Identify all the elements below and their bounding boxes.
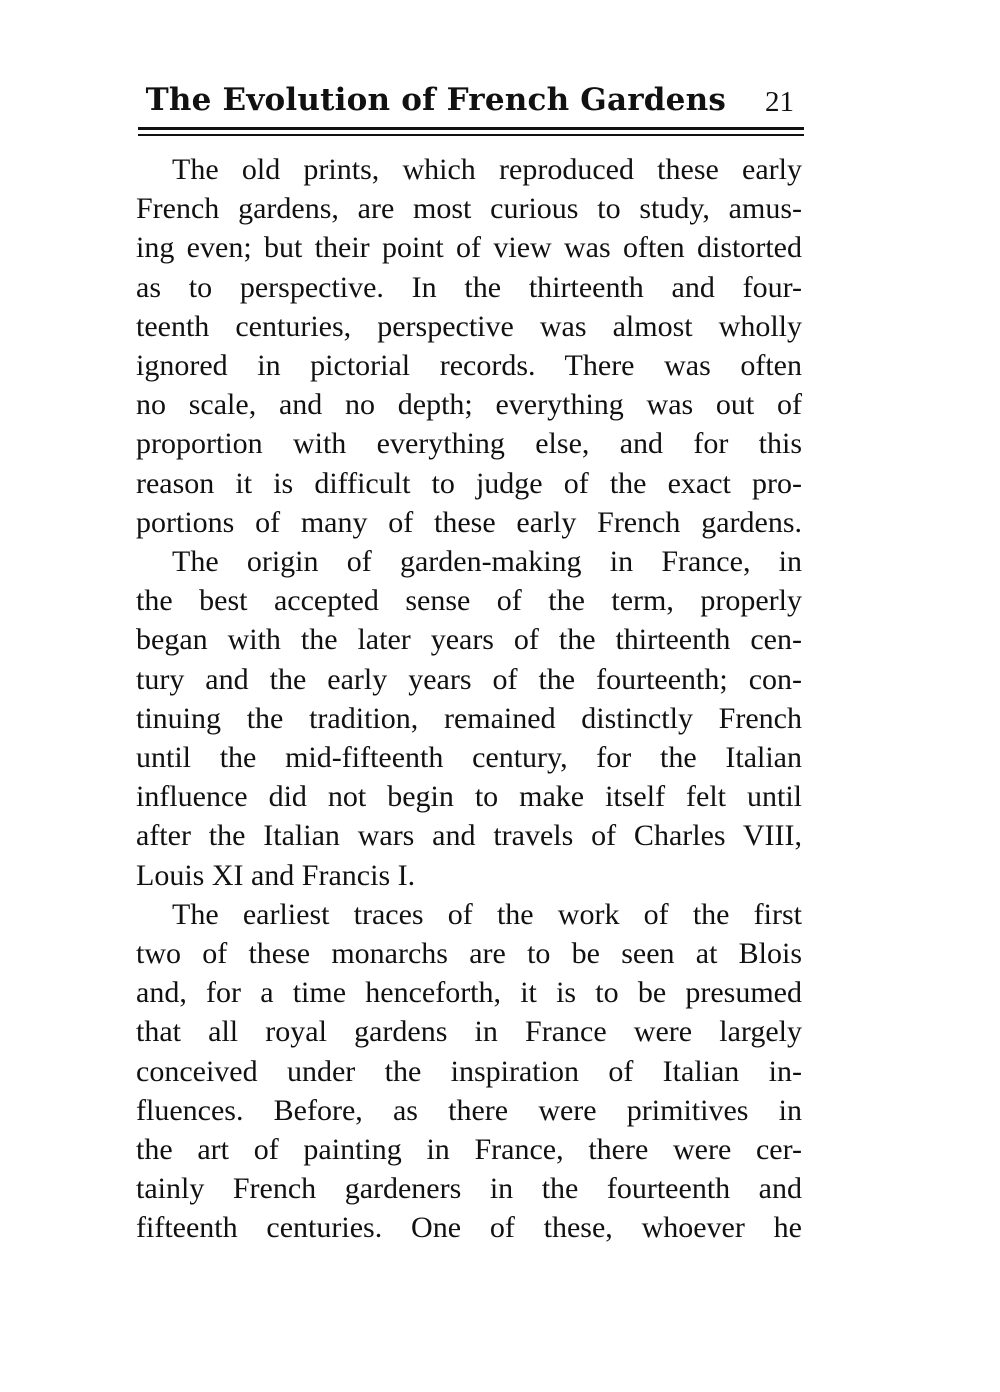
text-line: after the Italian wars and travels of Charles VIII, — [136, 819, 802, 853]
text-line: French gardens, are most curious to study, amus- — [136, 192, 802, 226]
text-line: that all royal gardens in France were largely — [136, 1015, 802, 1049]
text-line: The old prints, which reproduced these early — [172, 153, 802, 186]
text-line: tainly French gardeners in the fourteenth and — [136, 1172, 802, 1206]
text-line: influence did not begin to make itself felt until — [136, 780, 802, 814]
text-line: the art of painting in France, there were cer- — [136, 1133, 802, 1167]
running-title: The Evolution of French Gardens — [145, 82, 726, 118]
text-line: fifteenth centuries. One of these, whoever he — [136, 1211, 802, 1245]
text-line: conceived under the inspiration of Italian in- — [136, 1054, 802, 1088]
text-line: fluences. Before, as there were primitives in — [136, 1093, 802, 1127]
page-number: 21 — [765, 86, 794, 118]
text-line: teenth centuries, perspective was almost wholly — [136, 309, 802, 343]
text-line: began with the later years of the thirteenth cen- — [136, 623, 802, 657]
text-line: no scale, and no depth; everything was out of — [136, 388, 802, 422]
body-text — [136, 150, 802, 1248]
header-rule-thin — [138, 134, 804, 136]
text-line: The origin of garden-making in France, in — [172, 545, 802, 579]
text-line: ing even; but their point of view was often distorted — [136, 231, 802, 265]
text-line: tury and the early years of the fourteenth; con- — [136, 662, 802, 696]
text-line: as to perspective. In the thirteenth and four- — [136, 270, 802, 304]
text-line: portions of many of these early French gardens. — [136, 505, 802, 539]
text-line: the best accepted sense of the term, properly — [136, 584, 802, 618]
text-line: reason it is difficult to judge of the exact pro- — [136, 466, 802, 500]
header-rule-thick — [138, 127, 804, 130]
paragraph-3 — [136, 895, 802, 1248]
text-line: Louis XI and Francis I. — [136, 858, 416, 892]
text-line: tinuing the tradition, remained distinctly French — [136, 701, 802, 735]
text-line: The earliest traces of the work of the first — [172, 897, 802, 931]
text-line: proportion with everything else, and for this — [136, 427, 802, 461]
paragraph-1 — [136, 150, 802, 542]
running-head — [138, 82, 802, 128]
text-line: until the mid-fifteenth century, for the Italian — [136, 741, 802, 775]
text-line: and, for a time henceforth, it is to be presumed — [136, 976, 802, 1010]
paragraph-2 — [136, 542, 802, 895]
text-line: two of these monarchs are to be seen at Blois — [136, 937, 802, 971]
text-line: ignored in pictorial records. There was often — [136, 349, 802, 383]
